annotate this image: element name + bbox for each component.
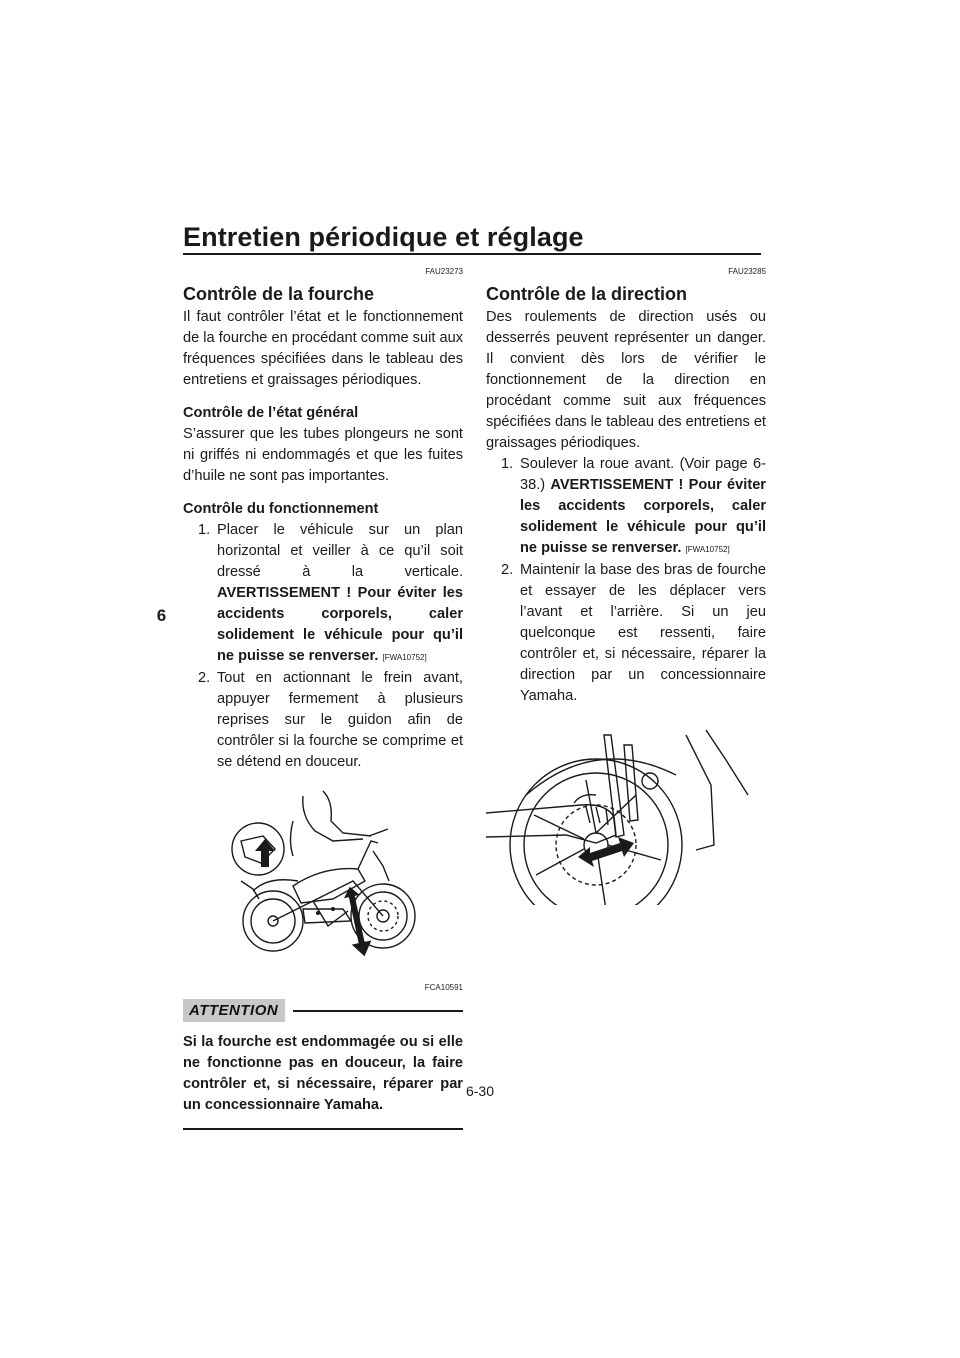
left-column [183, 267, 463, 1130]
attention-rule [293, 1010, 463, 1012]
step-number: 1. [198, 522, 211, 538]
page-title: Entretien périodique et réglage [183, 222, 584, 252]
step-warning: AVERTISSEMENT ! Pour éviter les accidents corporels, caler solidement le véhicule pour qu’il ne puisse se renverser. [217, 585, 463, 664]
section-code: FAU23285 [728, 267, 766, 276]
list-item [183, 520, 463, 668]
list-item [183, 668, 463, 773]
front-wheel-illustration [486, 725, 766, 912]
section-code: FAU23273 [425, 267, 463, 276]
step-number: 2. [501, 562, 514, 578]
header-rule [183, 253, 761, 255]
section-heading-fork: Contrôle de la fourche [183, 284, 375, 304]
steering-steps [486, 454, 766, 707]
motorcycle-illustration [183, 781, 463, 993]
step-text: Placer le véhicule sur un plan horizontal et veiller à ce qu’il soit dressé à la verticale. [217, 522, 463, 580]
attention-text: Si la fourche est endommagée ou si elle ne fonctionne pas en douceur, la faire contrôler et, si nécessaire, réparer par un concessionnaire Yamaha. [183, 1034, 463, 1113]
steering-intro: Des roulements de direction usés ou desserrés peuvent représenter un danger. Il convient dès lors de vérifier le fonctionnement de la direction en procédant comme suit aux fréquences spécifiées dans le tableau des entretiens et graissages périodiques. [486, 309, 766, 451]
chapter-tab [148, 588, 175, 644]
motorcycle-drawing [183, 781, 463, 976]
subheading-general-state: Contrôle de l’état général [183, 405, 359, 421]
attention-code: FCA10591 [424, 983, 463, 992]
attention-header [183, 999, 463, 1022]
list-item [486, 454, 766, 560]
step-text: Soulever la roue avant. (Voir page 6-38.) [520, 456, 766, 493]
chapter-tab-label: 6 [156, 606, 167, 625]
section-heading-steering: Contrôle de la direction [486, 284, 688, 304]
step-number: 2. [198, 670, 211, 686]
attention-bottom-rule [183, 1128, 463, 1130]
fork-intro: Il faut contrôler l’état et le fonctionnement de la fourche en procédant comme suit aux fréquences spécifiées dans le tableau des entretiens et graissages périodiques. [183, 309, 463, 388]
right-column [486, 267, 766, 912]
page-number: 6-30 [465, 1083, 495, 1099]
attention-badge: ATTENTION [183, 999, 285, 1022]
fork-steps [183, 520, 463, 773]
general-state-text: S’assurer que les tubes plongeurs ne sont ni griffés ni endommagés et que les fuites d’huile ne sont pas importantes. [183, 426, 463, 484]
step-number: 1. [501, 456, 514, 472]
step-warning: AVERTISSEMENT ! Pour éviter les accidents corporels, caler solidement le véhicule pour qu’il ne puisse se renverser. [520, 477, 766, 556]
step-text: Tout en actionnant le frein avant, appuyer fermement à plusieurs reprises sur le guidon afin de contrôler si la fourche se comprime et se détend en douceur. [217, 670, 463, 770]
list-item [486, 560, 766, 707]
step-text: Maintenir la base des bras de fourche et essayer de les déplacer vers l’avant et l’arrière. Si un jeu quelconque est ressenti, faire contrôler et, si nécessaire, réparer la direction par un concessionnaire Yamaha. [520, 562, 766, 704]
front-wheel-drawing [486, 725, 766, 905]
warning-ref: [FWA10752] [382, 653, 427, 662]
subheading-operation: Contrôle du fonctionnement [183, 501, 379, 517]
warning-ref: [FWA10752] [685, 545, 730, 554]
